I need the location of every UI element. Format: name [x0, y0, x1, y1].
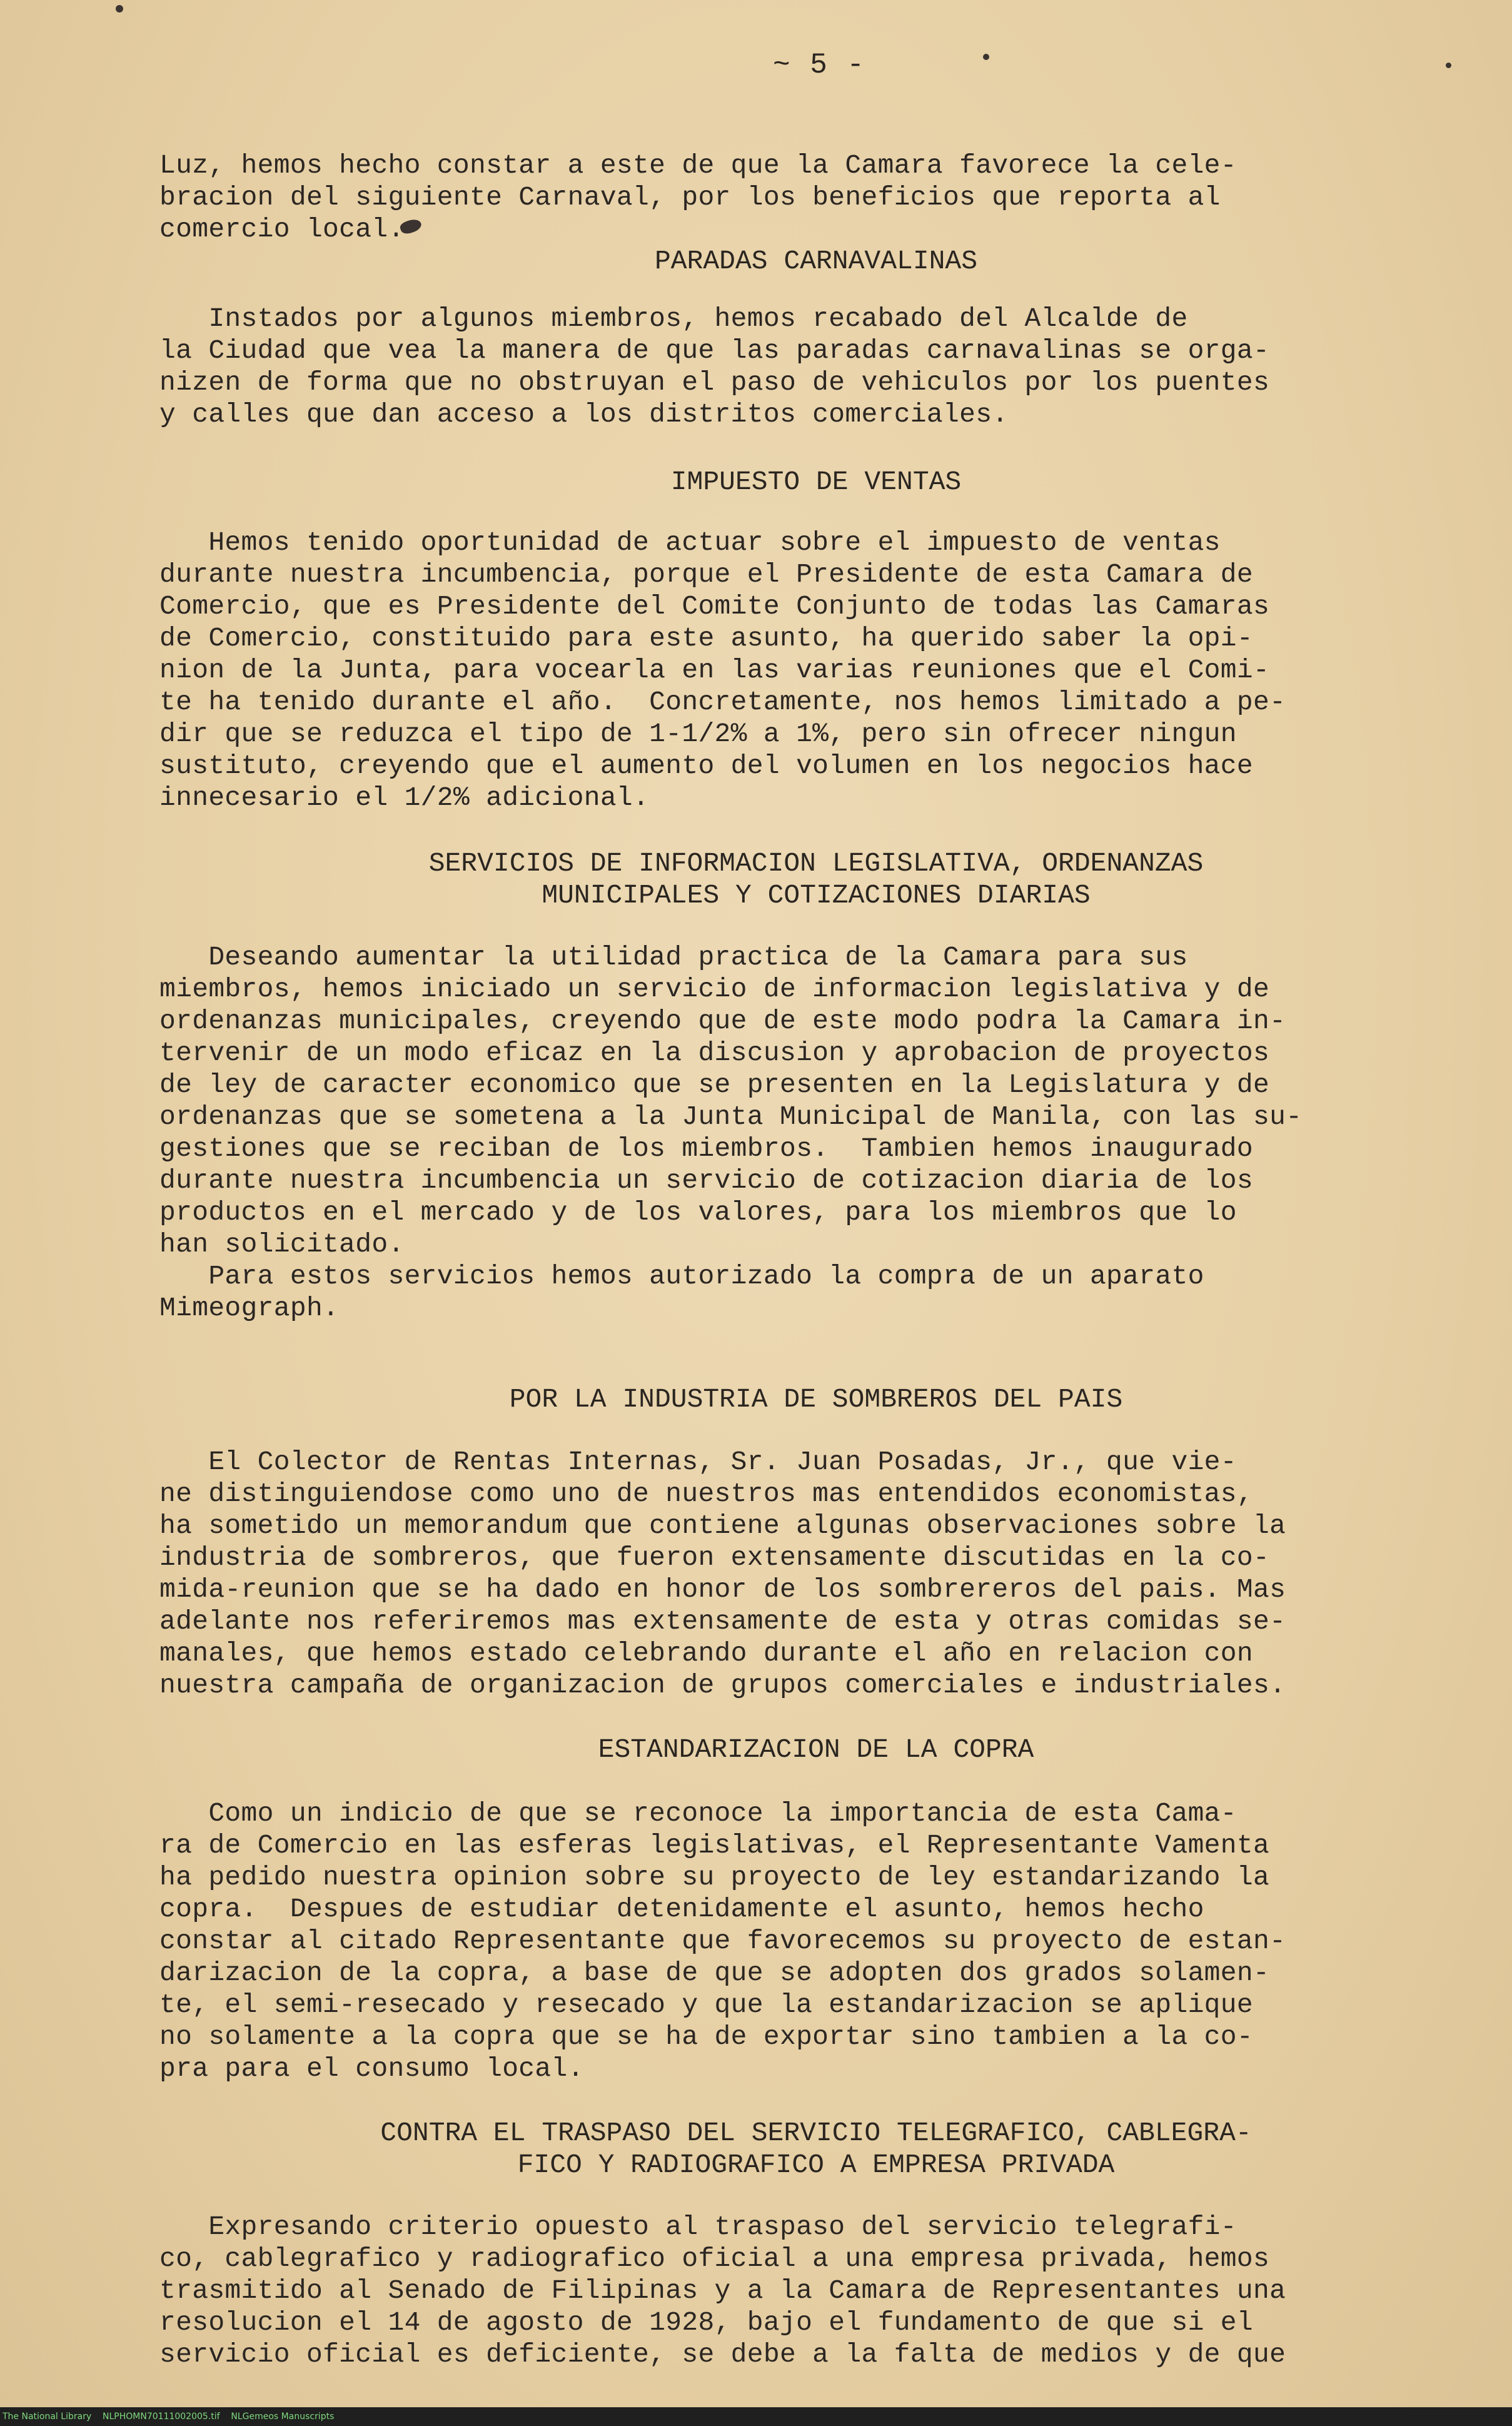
text-line: Expresando criterio opuesto al traspaso del servicio telegrafi-: [159, 2211, 1237, 2242]
archive-footer: The National Library NLPHOMN70111002005.tif NLGemeos Manuscripts: [0, 2407, 1512, 2426]
section-body-sombreros: [159, 1446, 1473, 1701]
text-line: Deseando aumentar la utilidad practica de la Camara para sus: [159, 942, 1188, 973]
text-line: Comercio, que es Presidente del Comite Conjunto de todas las Camaras: [159, 591, 1270, 622]
text-line: nuestra campaña de organizacion de grupos comerciales e industriales.: [159, 1670, 1286, 1701]
text-line: ha pedido nuestra opinion sobre su proyecto de ley estandarizando la: [159, 1862, 1270, 1893]
text-line: constar al citado Representante que favorecemos su proyecto de estan-: [159, 1926, 1286, 1956]
section-title-copra: ESTANDARIZACION DE LA COPRA: [598, 1734, 1034, 1765]
text-line: copra. Despues de estudiar detenidamente el asunto, hemos hecho: [159, 1894, 1204, 1924]
section-body-servicios: [159, 941, 1473, 1324]
text-line: sustituto, creyendo que el aumento del volumen en los negocios hace: [159, 751, 1253, 781]
text-line: durante nuestra incumbencia un servicio de cotizacion diaria de los: [159, 1165, 1253, 1196]
section-body-impuesto: [159, 527, 1473, 814]
text-line: bracion del siguiente Carnaval, por los beneficios que reporta al: [159, 182, 1221, 213]
text-line: Mimeograph.: [159, 1293, 340, 1323]
text-line: El Colector de Rentas Internas, Sr. Juan Posadas, Jr., que vie-: [159, 1447, 1237, 1477]
section-title-sombreros: POR LA INDUSTRIA DE SOMBREROS DEL PAIS: [509, 1384, 1123, 1415]
text-line: co, cablegrafico y radiografico oficial a una empresa privada, hemos: [159, 2243, 1270, 2274]
ink-speck: [116, 5, 123, 13]
text-line: ordenanzas que se sometena a la Junta Municipal de Manila, con las su-: [159, 1101, 1303, 1132]
text-line: servicio oficial es deficiente, se debe a la falta de medios y de que: [159, 2339, 1286, 2370]
text-line: miembros, hemos iniciado un servicio de informacion legislativa y de: [159, 974, 1270, 1004]
text-line: dir que se reduzca el tipo de 1-1/2% a 1%, pero sin ofrecer ningun: [159, 719, 1237, 749]
text-line: comercio local.: [159, 214, 405, 245]
text-line: gestiones que se reciban de los miembros. Tambien hemos inaugurado: [159, 1133, 1253, 1164]
section-body-paradas: [159, 303, 1473, 430]
text-line: nizen de forma que no obstruyan el paso de vehiculos por los puentes: [159, 367, 1270, 398]
text-line: trasmitido al Senado de Filipinas y a la Camara de Representantes una: [159, 2275, 1286, 2306]
text-line: nion de la Junta, para vocearla en las varias reuniones que el Comi-: [159, 655, 1270, 685]
text-line: ra de Comercio en las esferas legislativas, el Representante Vamenta: [159, 1830, 1270, 1861]
text-line: Hemos tenido oportunidad de actuar sobre el impuesto de ventas: [159, 527, 1221, 558]
text-line: Para estos servicios hemos autorizado la compra de un aparato: [159, 1261, 1204, 1291]
text-line: darizacion de la copra, a base de que se adopten dos grados solamen-: [159, 1958, 1270, 1988]
text-line: tervenir de un modo eficaz en la discusion y aprobacion de proyectos: [159, 1038, 1270, 1068]
section-title-telegrafico: CONTRA EL TRASPASO DEL SERVICIO TELEGRAFICO, CABLEGRA- FICO Y RADIOGRAFICO A EMPRESA PRIVADA: [380, 2118, 1252, 2180]
text-line: pra para el consumo local.: [159, 2053, 584, 2084]
text-line: de ley de caracter economico que se presenten en la Legislatura y de: [159, 1069, 1270, 1100]
text-line: manales, que hemos estado celebrando durante el año en relacion con: [159, 1638, 1253, 1669]
text-line: ordenanzas municipales, creyendo que de este modo podra la Camara in-: [159, 1006, 1286, 1036]
text-line: ne distinguiendose como uno de nuestros mas entendidos economistas,: [159, 1478, 1253, 1509]
section-title-paradas: PARADAS CARNAVALINAS: [654, 246, 978, 276]
text-line: no solamente a la copra que se ha de exportar sino tambien a la co-: [159, 2021, 1253, 2052]
intro-paragraph: [159, 118, 1473, 245]
text-line: te ha tenido durante el año. Concretamente, nos hemos limitado a pe-: [159, 687, 1286, 717]
text-line: durante nuestra incumbencia, porque el Presidente de esta Camara de: [159, 559, 1253, 590]
text-line: productos en el mercado y de los valores, para los miembros que lo: [159, 1197, 1237, 1228]
section-body-copra: [159, 1797, 1473, 2085]
text-line: de Comercio, constituido para este asunto, ha querido saber la opi-: [159, 623, 1253, 654]
section-title-impuesto: IMPUESTO DE VENTAS: [670, 467, 962, 497]
text-line: te, el semi-resecado y resecado y que la estandarizacion se aplique: [159, 1989, 1253, 2020]
section-body-telegrafico: [159, 2211, 1473, 2370]
text-line: Como un indicio de que se reconoce la importancia de esta Cama-: [159, 1798, 1237, 1829]
text-line: Instados por algunos miembros, hemos recabado del Alcalde de: [159, 303, 1188, 334]
text-line: resolucion el 14 de agosto de 1928, bajo el fundamento de que si el: [159, 2307, 1253, 2338]
ink-speck: [1446, 63, 1451, 68]
text-line: la Ciudad que vea la manera de que las paradas carnavalinas se orga-: [159, 335, 1270, 366]
section-title-servicios: SERVICIOS DE INFORMACION LEGISLATIVA, ORDENANZAS MUNICIPALES Y COTIZACIONES DIARIAS: [428, 848, 1204, 911]
ink-speck: [983, 54, 989, 60]
text-line: ha sometido un memorandum que contiene algunas observaciones sobre la: [159, 1510, 1286, 1541]
text-line: mida-reunion que se ha dado en honor de los sombrereros del pais. Mas: [159, 1574, 1286, 1605]
text-line: adelante nos referiremos mas extensamente de esta y otras comidas se-: [159, 1606, 1286, 1637]
text-line: han solicitado.: [159, 1229, 405, 1260]
text-line: Luz, hemos hecho constar a este de que la Camara favorece la cele-: [159, 150, 1237, 181]
text-line: innecesario el 1/2% adicional.: [159, 782, 650, 813]
page-number: ~ 5 -: [772, 49, 866, 81]
text-line: industria de sombreros, que fueron extensamente discutidas en la co-: [159, 1542, 1270, 1573]
text-line: y calles que dan acceso a los distritos comerciales.: [159, 399, 1009, 430]
